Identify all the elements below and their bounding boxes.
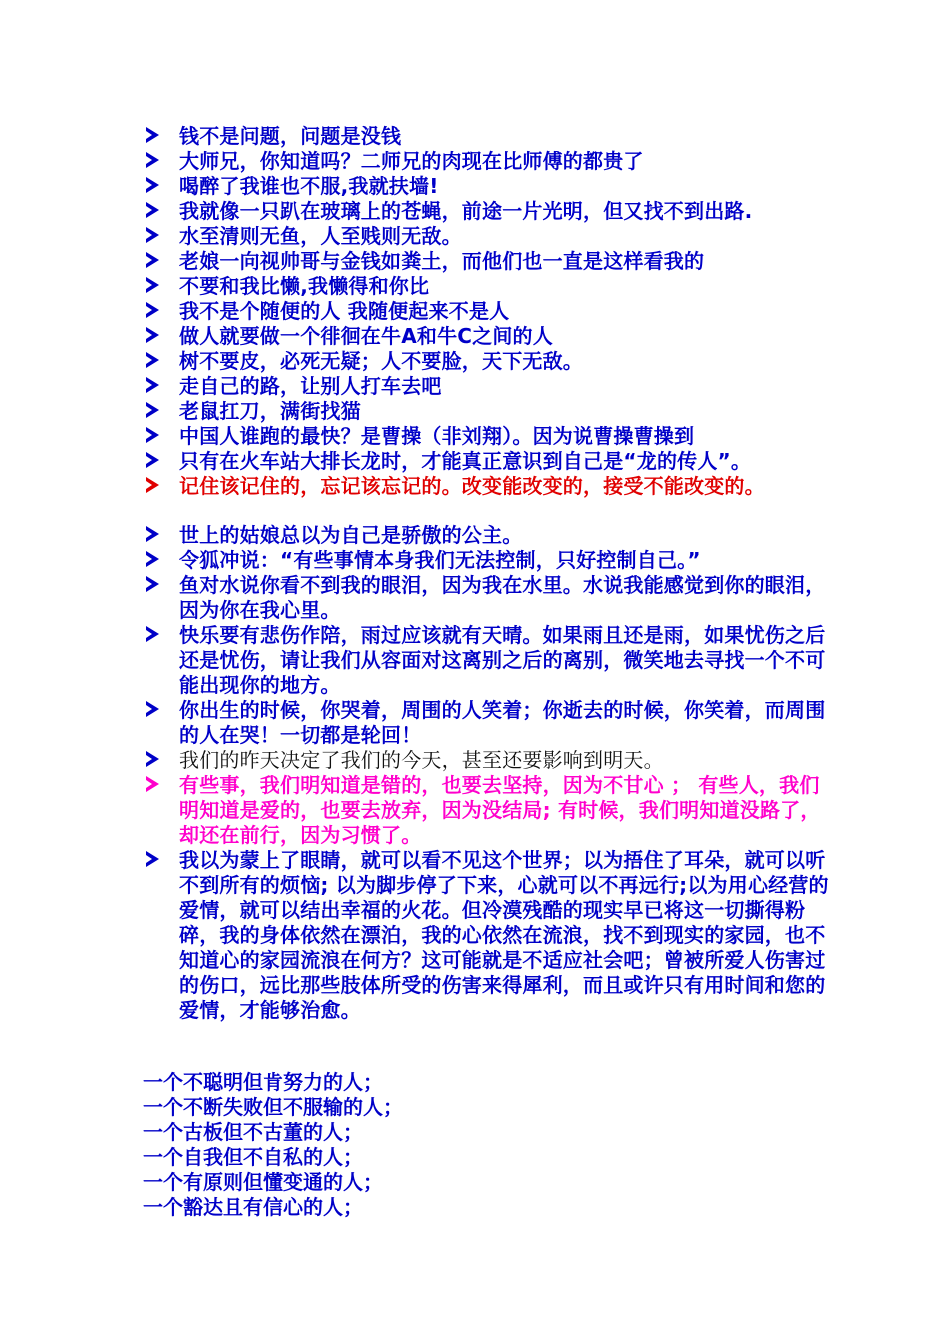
arrow-bullet-icon [146, 177, 159, 193]
closing-line: 一个不断失败但不服输的人； [143, 1095, 403, 1119]
list-item: 令狐冲说：“有些事情本身我们无法控制，只好控制自己。” [143, 548, 833, 573]
list-item: 老娘一向视帅哥与金钱如粪土，而他们也一直是这样看我的 [143, 249, 833, 274]
list-item: 我们的昨天决定了我们的今天，甚至还要影响到明天。 [143, 748, 833, 773]
closing-line: 一个豁达且有信心的人； [143, 1195, 363, 1219]
list-item: 钱不是问题，问题是没钱 [143, 124, 833, 149]
arrow-bullet-icon [146, 776, 159, 792]
list-item: 我以为蒙上了眼睛，就可以看不见这个世界；以为捂住了耳朵，就可以听不到所有的烦恼; 以为脚步停了下来，心就可以不再远行;以为用心经营的爱情，就可以结出幸福的火花。但冷漠残酷的现实早已将这一切撕得粉碎，我的身体依然在漂泊，我的心依然在流浪，找不到现实的家园，也不知道心的家园流浪在何方？这可能就是不适应社会吧；曾被所爱人伤害过的伤口，远比那些肢体所受的伤害来得犀利，而且或许只有用时间和您的爱情，才能够治愈。 [143, 848, 833, 1023]
list-item: 老鼠扛刀，满街找猫 [143, 399, 833, 424]
arrow-bullet-icon [146, 352, 159, 368]
list-item: 树不要皮，必死无疑；人不要脸，天下无敌。 [143, 349, 833, 374]
list-item: 世上的姑娘总以为自己是骄傲的公主。 [143, 523, 833, 548]
list-item: 快乐要有悲伤作陪，雨过应该就有天晴。如果雨且还是雨，如果忧伤之后还是忧伤，请让我们从容面对这离别之后的离别，微笑地去寻找一个不可能出现你的地方。 [143, 623, 833, 698]
closing-line: 一个不聪明但肯努力的人； [143, 1070, 383, 1094]
list-item: 喝醉了我谁也不服,我就扶墙! [143, 174, 833, 199]
arrow-bullet-icon [146, 327, 159, 343]
arrow-bullet-icon [146, 277, 159, 293]
arrow-bullet-icon [146, 477, 159, 493]
list-item-highlight: 记住该记住的，忘记该忘记的。改变能改变的，接受不能改变的。 [143, 474, 833, 499]
arrow-bullet-icon [146, 302, 159, 318]
closing-line: 一个古板但不古董的人； [143, 1120, 363, 1144]
arrow-bullet-icon [146, 452, 159, 468]
arrow-bullet-icon [146, 626, 159, 642]
closing-line: 一个有原则但懂变通的人； [143, 1170, 383, 1194]
list-item: 我不是个随便的人 我随便起来不是人 [143, 299, 833, 324]
arrow-bullet-icon [146, 252, 159, 268]
list-item: 中国人谁跑的最快？是曹操（非刘翔）。因为说曹操曹操到 [143, 424, 833, 449]
list-item: 不要和我比懒,我懒得和你比 [143, 274, 833, 299]
quote-list-2 [143, 523, 833, 1023]
arrow-bullet-icon [146, 576, 159, 592]
list-item: 鱼对水说你看不到我的眼泪，因为我在水里。水说我能感觉到你的眼泪，因为你在我心里。 [143, 573, 833, 623]
list-item: 只有在火车站大排长龙时，才能真正意识到自己是“龙的传人”。 [143, 449, 833, 474]
list-item: 大师兄，你知道吗？二师兄的肉现在比师傅的都贵了 [143, 149, 833, 174]
arrow-bullet-icon [146, 526, 159, 542]
arrow-bullet-icon [146, 551, 159, 567]
list-item: 水至清则无鱼，人至贱则无敌。 [143, 224, 833, 249]
list-item: 我就像一只趴在玻璃上的苍蝇，前途一片光明，但又找不到出路. [143, 199, 833, 224]
closing-lines [143, 1070, 643, 1220]
arrow-bullet-icon [146, 751, 159, 767]
arrow-bullet-icon [146, 701, 159, 717]
list-item: 走自己的路，让别人打车去吧 [143, 374, 833, 399]
closing-line: 一个自我但不自私的人； [143, 1145, 363, 1169]
arrow-bullet-icon [146, 427, 159, 443]
list-item: 你出生的时候，你哭着，周围的人笑着；你逝去的时候，你笑着，而周围的人在哭！一切都是轮回！ [143, 698, 833, 748]
list-item: 做人就要做一个徘徊在牛A和牛C之间的人 [143, 324, 833, 349]
arrow-bullet-icon [146, 377, 159, 393]
arrow-bullet-icon [146, 202, 159, 218]
list-item: 有些事，我们明知道是错的，也要去坚持，因为不甘心 ； 有些人，我们明知道是爱的，也要去放弃，因为没结局; 有时候，我们明知道没路了，却还在前行，因为习惯了。 [143, 773, 833, 848]
arrow-bullet-icon [146, 851, 159, 867]
arrow-bullet-icon [146, 152, 159, 168]
arrow-bullet-icon [146, 227, 159, 243]
arrow-bullet-icon [146, 127, 159, 143]
arrow-bullet-icon [146, 402, 159, 418]
quote-list-1 [143, 124, 833, 499]
